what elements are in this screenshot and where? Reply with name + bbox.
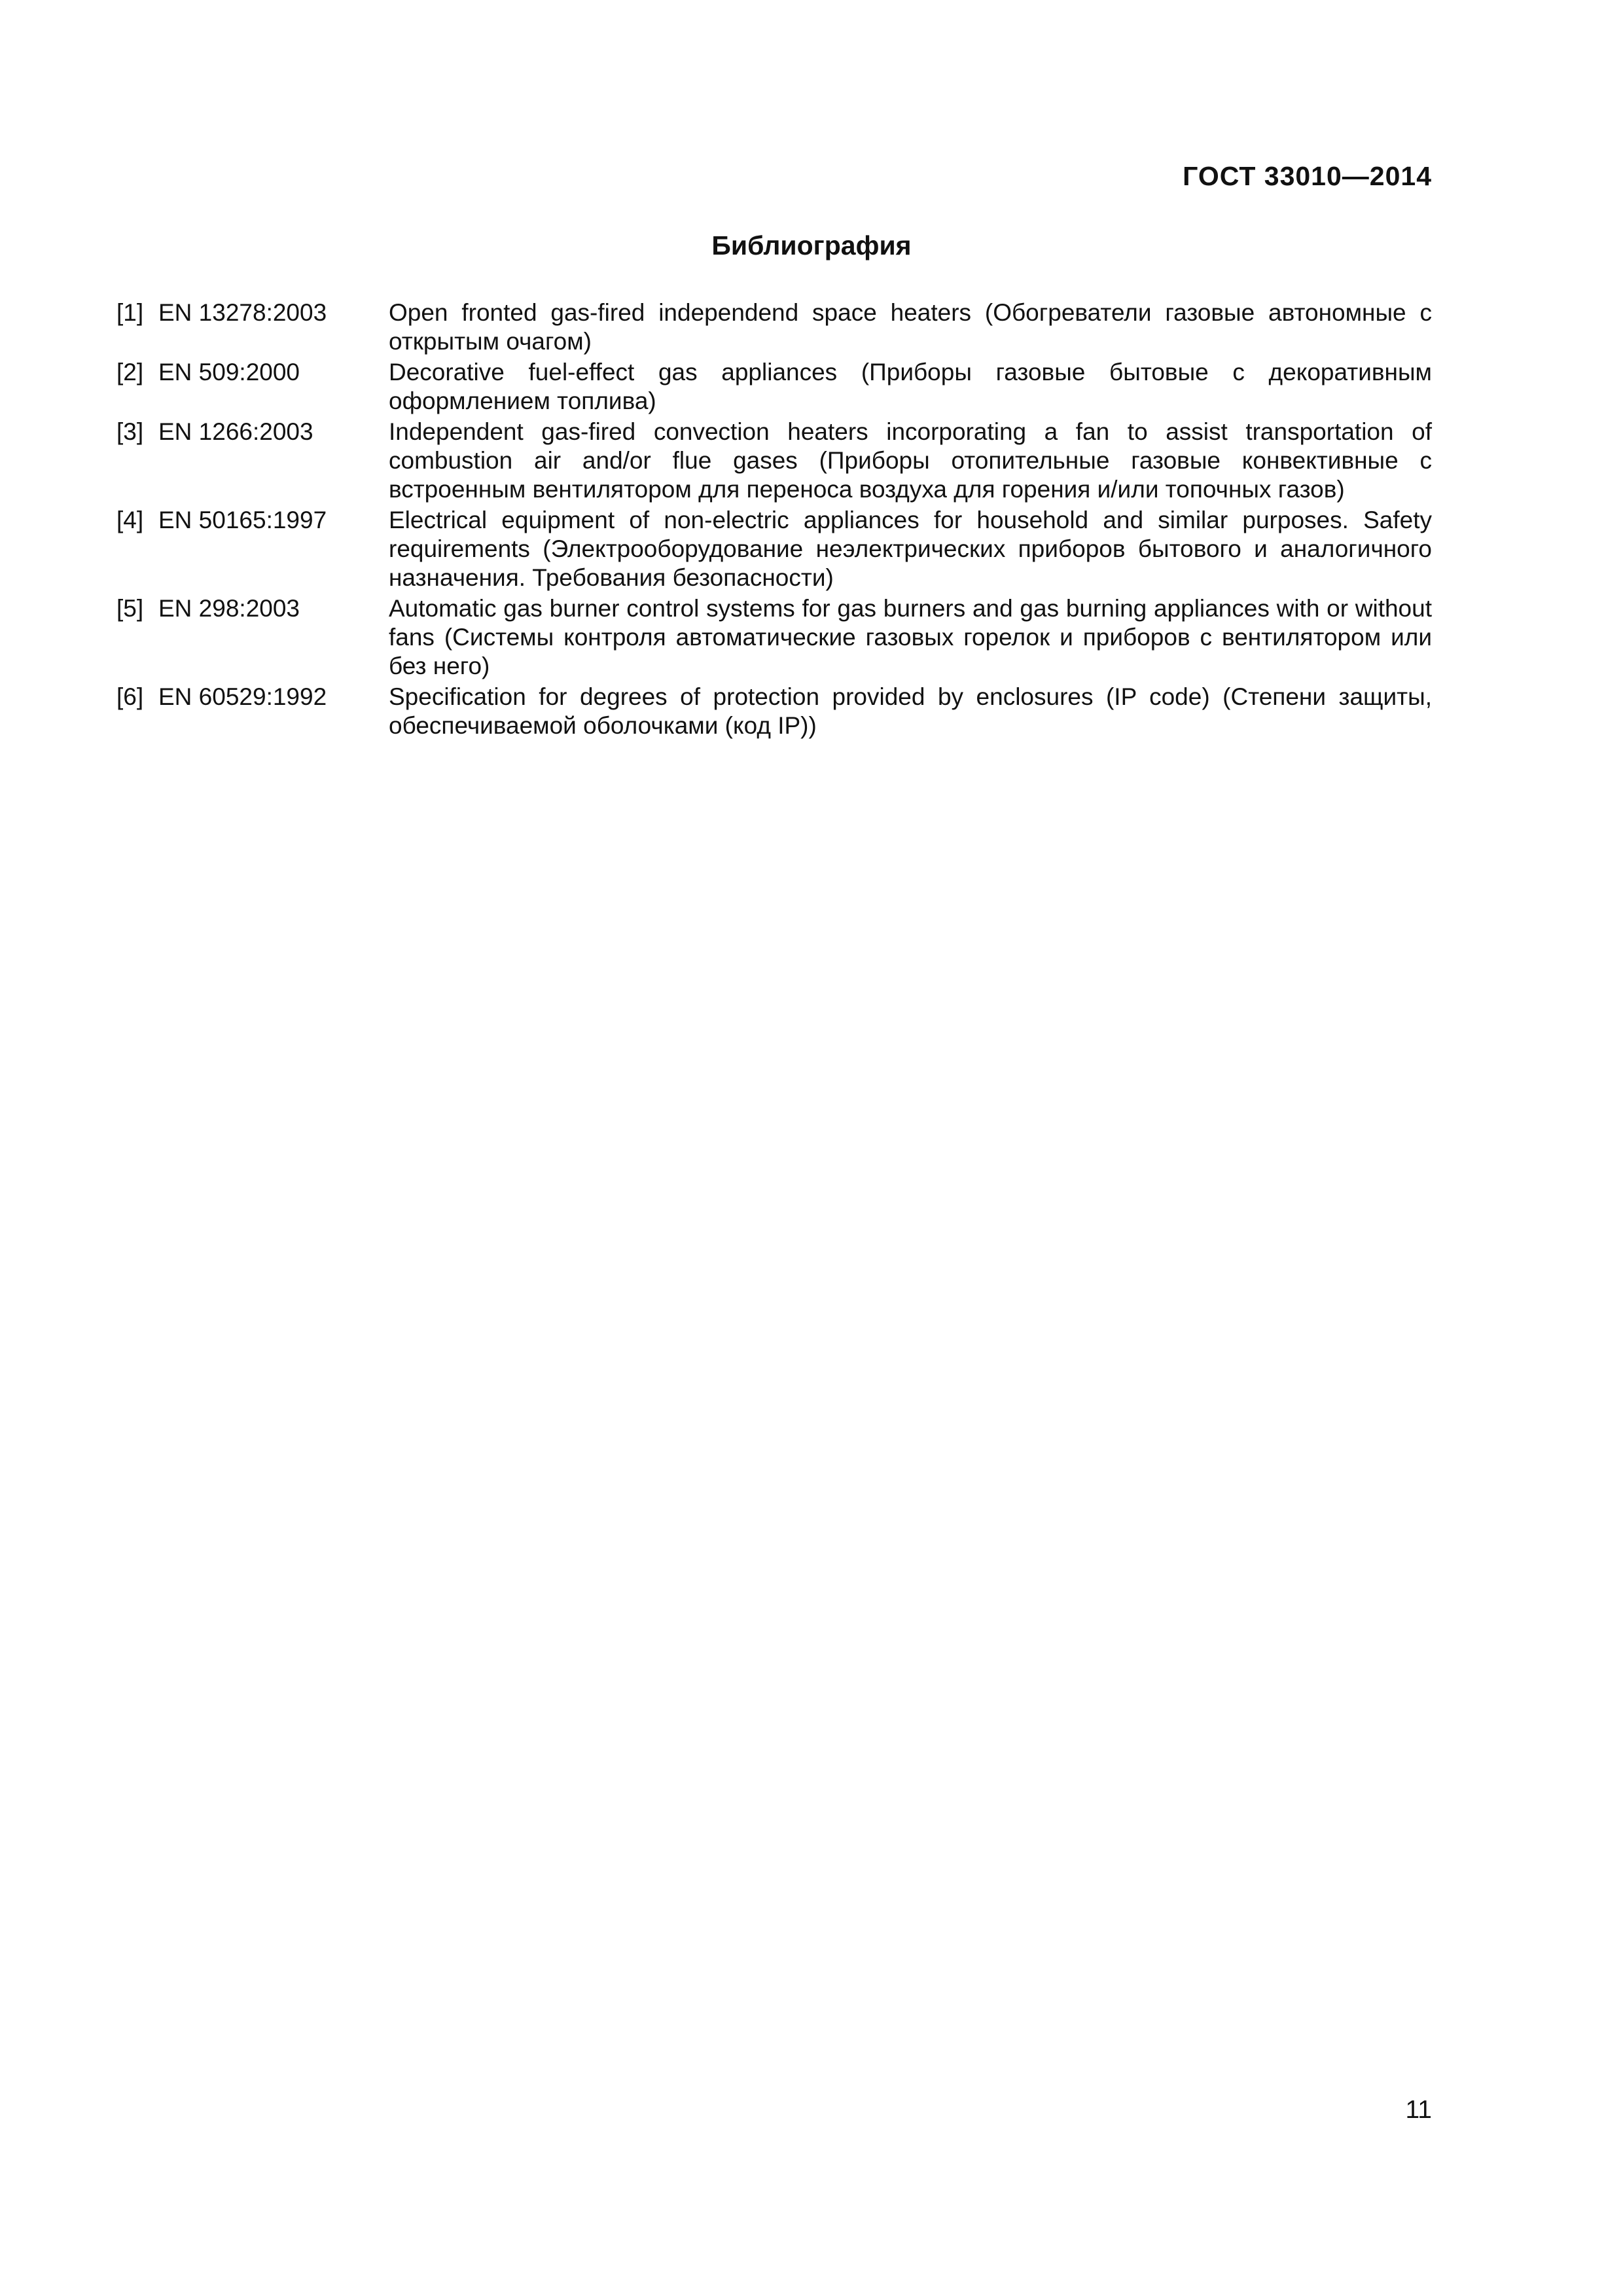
- entry-number: [5]: [116, 595, 144, 622]
- entry-number: [1]: [116, 299, 144, 326]
- entry-title: Automatic gas burner control systems for gas burners and gas burning appliances with or without fans (Системы контроля автоматические газовых горелок и приборов с вентилятором или без него): [389, 595, 1432, 679]
- entry-title: Specification for degrees of protection provided by enclosures (IP code) (Степени защиты, обеспечиваемой оболочками (код IP)): [389, 683, 1432, 739]
- entry-number: [6]: [116, 683, 144, 710]
- entry-standard-code: EN 509:2000: [158, 359, 300, 386]
- bibliography-entry: [116, 683, 1432, 740]
- entry-standard-code: EN 50165:1997: [158, 507, 327, 533]
- entry-title: Electrical equipment of non-electric appliances for household and similar purposes. Safety requirements (Электрооборудование неэлектрических приборов бытового и аналогичного назначения. Требования безопасности): [389, 507, 1432, 591]
- entry-title: Independent gas-fired convection heaters incorporating a fan to assist transportation of combustion air and/or flue gases (Приборы отопительные газовые конвективные с встроенным вентилятором для переноса воздуха для горения и/или топочных газов): [389, 418, 1432, 503]
- page-number: 11: [1405, 2096, 1432, 2124]
- bibliography-entry: [116, 418, 1432, 504]
- entry-standard-code: EN 60529:1992: [158, 683, 327, 710]
- entry-standard-code: EN 13278:2003: [158, 299, 327, 326]
- bibliography-list: [116, 298, 1432, 742]
- bibliography-entry: [116, 358, 1432, 416]
- entry-number: [4]: [116, 507, 144, 533]
- entry-number: [2]: [116, 359, 144, 386]
- page-header-standard: ГОСТ 33010—2014: [1183, 161, 1432, 191]
- bibliography-entry: [116, 506, 1432, 592]
- bibliography-entry: [116, 594, 1432, 681]
- entry-standard-code: EN 298:2003: [158, 595, 300, 622]
- entry-title: Decorative fuel-effect gas appliances (Приборы газовые бытовые с декоративным оформлением топлива): [389, 359, 1432, 414]
- entry-title: Open fronted gas-fired independend space heaters (Обогреватели газовые автономные с открытым очагом): [389, 299, 1432, 355]
- entry-standard-code: EN 1266:2003: [158, 418, 313, 445]
- section-title: Библиография: [711, 230, 912, 260]
- bibliography-entry: [116, 298, 1432, 356]
- entry-number: [3]: [116, 418, 144, 445]
